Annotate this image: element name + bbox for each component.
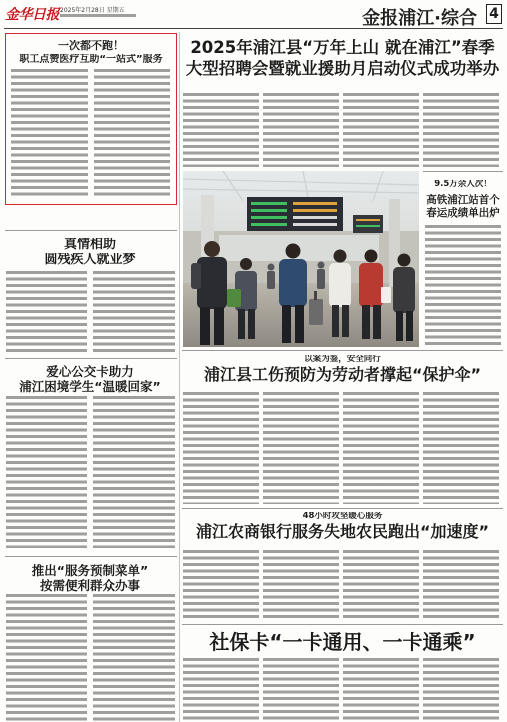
article-body-text xyxy=(93,594,175,722)
article-headline[interactable]: 爱心公交卡助力 xyxy=(46,365,134,379)
article-body-text xyxy=(263,392,339,504)
article-kicker[interactable]: 9.5万余人次！ xyxy=(434,180,492,189)
article-headline[interactable]: 圆残疾人就业梦 xyxy=(44,253,136,267)
article-headline[interactable]: 浦江困境学生“温暖回家” xyxy=(19,380,161,394)
article-body-text xyxy=(343,550,419,620)
article-body-text xyxy=(183,658,259,722)
side-board xyxy=(353,215,383,233)
article-body-text xyxy=(263,658,339,722)
article-service-menu[interactable] xyxy=(0,558,180,722)
article-injury-prevention[interactable] xyxy=(182,351,503,506)
article-headline[interactable]: 高铁浦江站首个 xyxy=(426,194,500,206)
article-body-text xyxy=(425,225,501,345)
article-kicker[interactable]: 一次都不跑！ xyxy=(58,40,124,52)
news-photo[interactable] xyxy=(183,171,419,347)
station-photo xyxy=(183,171,419,347)
article-disabled-employment[interactable] xyxy=(0,232,180,357)
article-body-text xyxy=(343,658,419,722)
lead-headline[interactable]: 2025年浦江县“万年上山 就在浦江”春季 xyxy=(190,39,495,57)
article-body-text xyxy=(183,550,259,620)
article-body-text xyxy=(93,271,175,355)
box-rule xyxy=(423,171,503,172)
article-bus-card[interactable] xyxy=(0,360,180,555)
article-railway-station[interactable] xyxy=(423,171,503,347)
article-body-text xyxy=(183,93,259,167)
article-body-text xyxy=(423,658,499,722)
article-separator xyxy=(5,556,177,557)
article-headline[interactable]: 浦江农商银行服务失地农民跑出“加速度” xyxy=(195,523,490,541)
masthead-rule xyxy=(4,28,503,29)
newspaper-logo: 金华日报 xyxy=(5,7,59,23)
article-body-text xyxy=(343,93,419,167)
article-headline[interactable]: 推出“服务预制菜单” xyxy=(31,564,149,578)
article-body-text xyxy=(6,396,87,548)
article-headline[interactable]: 浦江县工伤预防为劳动者撑起“保护伞” xyxy=(203,366,482,384)
article-social-security-card[interactable] xyxy=(182,625,503,722)
article-body-text xyxy=(343,392,419,504)
article-kicker[interactable]: 以案为鉴，安全同行 xyxy=(304,355,381,364)
editor-credits xyxy=(60,14,136,17)
article-kicker[interactable]: 48小时攻坚暖心服务 xyxy=(302,512,383,521)
article-body-text xyxy=(11,69,88,199)
article-headline[interactable]: 按需便利群众办事 xyxy=(39,579,140,593)
article-body-text xyxy=(423,392,499,504)
article-headline[interactable]: 职工点赞医疗互助“一站式”服务 xyxy=(19,54,163,65)
lead-headline[interactable]: 大型招聘会暨就业援助月启动仪式成功举办 xyxy=(185,60,500,78)
article-body-text xyxy=(423,550,499,620)
article-body-text xyxy=(93,396,175,548)
info-board xyxy=(247,197,343,231)
article-body-text xyxy=(94,69,170,199)
page-number: 4 xyxy=(486,4,502,24)
article-body-text xyxy=(6,594,87,722)
article-spring-job-fair[interactable] xyxy=(182,33,503,348)
article-medical-aid[interactable] xyxy=(5,33,177,205)
article-body-text xyxy=(263,550,339,620)
issue-date: 2025年2月28日 星期五 xyxy=(60,7,125,14)
section-title: 金报浦江·综合 xyxy=(362,8,477,29)
article-headline[interactable]: 社保卡“一卡通用、一卡通乘” xyxy=(209,631,476,654)
article-separator xyxy=(5,230,177,231)
article-body-text xyxy=(183,392,259,504)
article-body-text xyxy=(6,271,87,355)
article-body-text xyxy=(263,93,339,167)
article-separator xyxy=(5,358,177,359)
article-headline[interactable]: 真情相助 xyxy=(63,238,116,252)
article-headline[interactable]: 春运成绩单出炉 xyxy=(426,207,500,219)
article-body-text xyxy=(423,93,499,167)
article-rural-bank[interactable] xyxy=(182,509,503,623)
